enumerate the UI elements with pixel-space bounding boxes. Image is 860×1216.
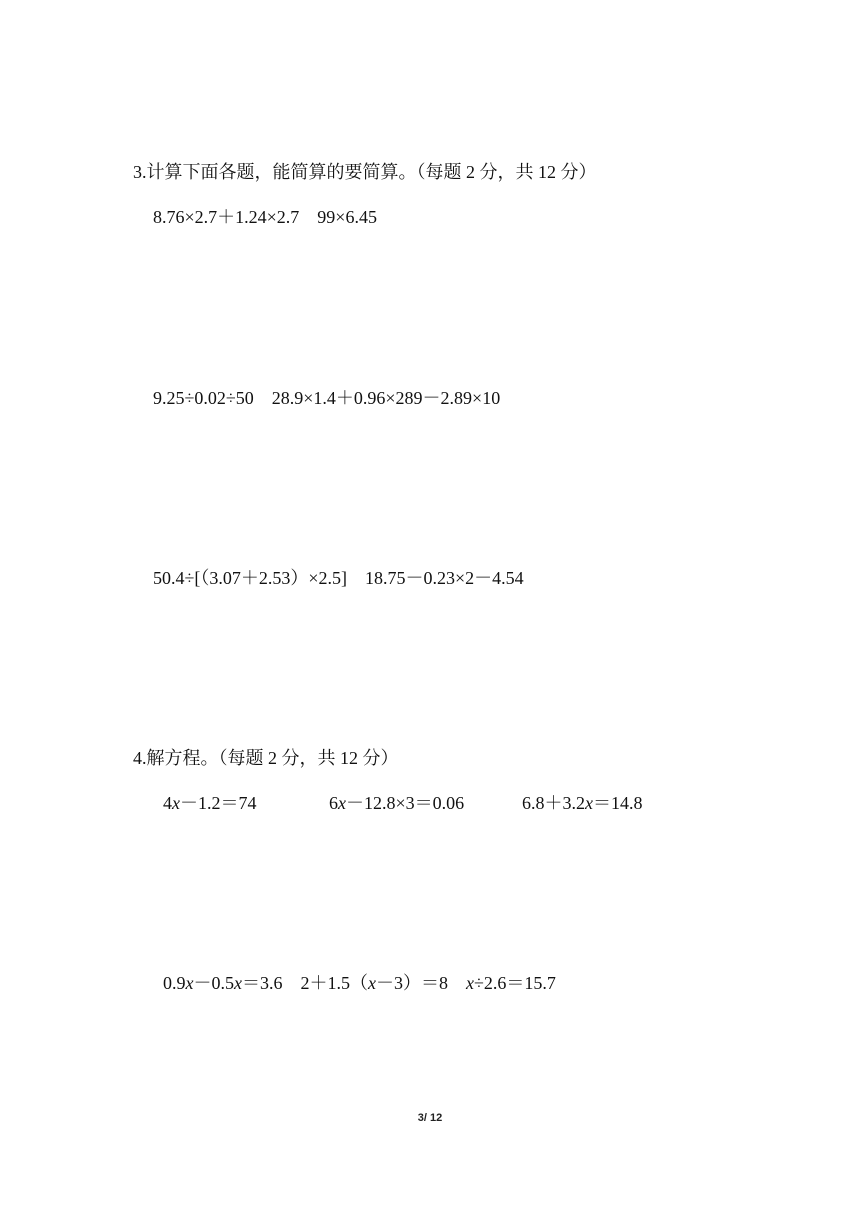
page-number: 3/ 12 xyxy=(417,1112,443,1124)
equation-3: 6.8＋3.2x＝14.8 xyxy=(522,793,643,813)
equation-2: 6x－12.8×3＝0.06 xyxy=(329,793,465,813)
calculation-row-2: 9.25÷0.02÷50 28.9×1.4＋0.96×289－2.89×10 xyxy=(153,388,501,408)
calculation-row-1: 8.76×2.7＋1.24×2.7 99×6.45 xyxy=(153,207,377,227)
equation-1: 4x－1.2＝74 xyxy=(163,793,257,813)
section-3-heading: 3.计算下面各题，能简算的要简算。（每题 2 分，共 12 分） xyxy=(133,162,597,182)
equation-row-2: 0.9x－0.5x＝3.6 2＋1.5（x－3）＝8 x÷2.6＝15.7 xyxy=(163,973,556,993)
calculation-row-3: 50.4÷[（3.07＋2.53）×2.5] 18.75－0.23×2－4.54 xyxy=(153,568,524,588)
section-4-heading: 4.解方程。（每题 2 分，共 12 分） xyxy=(133,748,399,768)
